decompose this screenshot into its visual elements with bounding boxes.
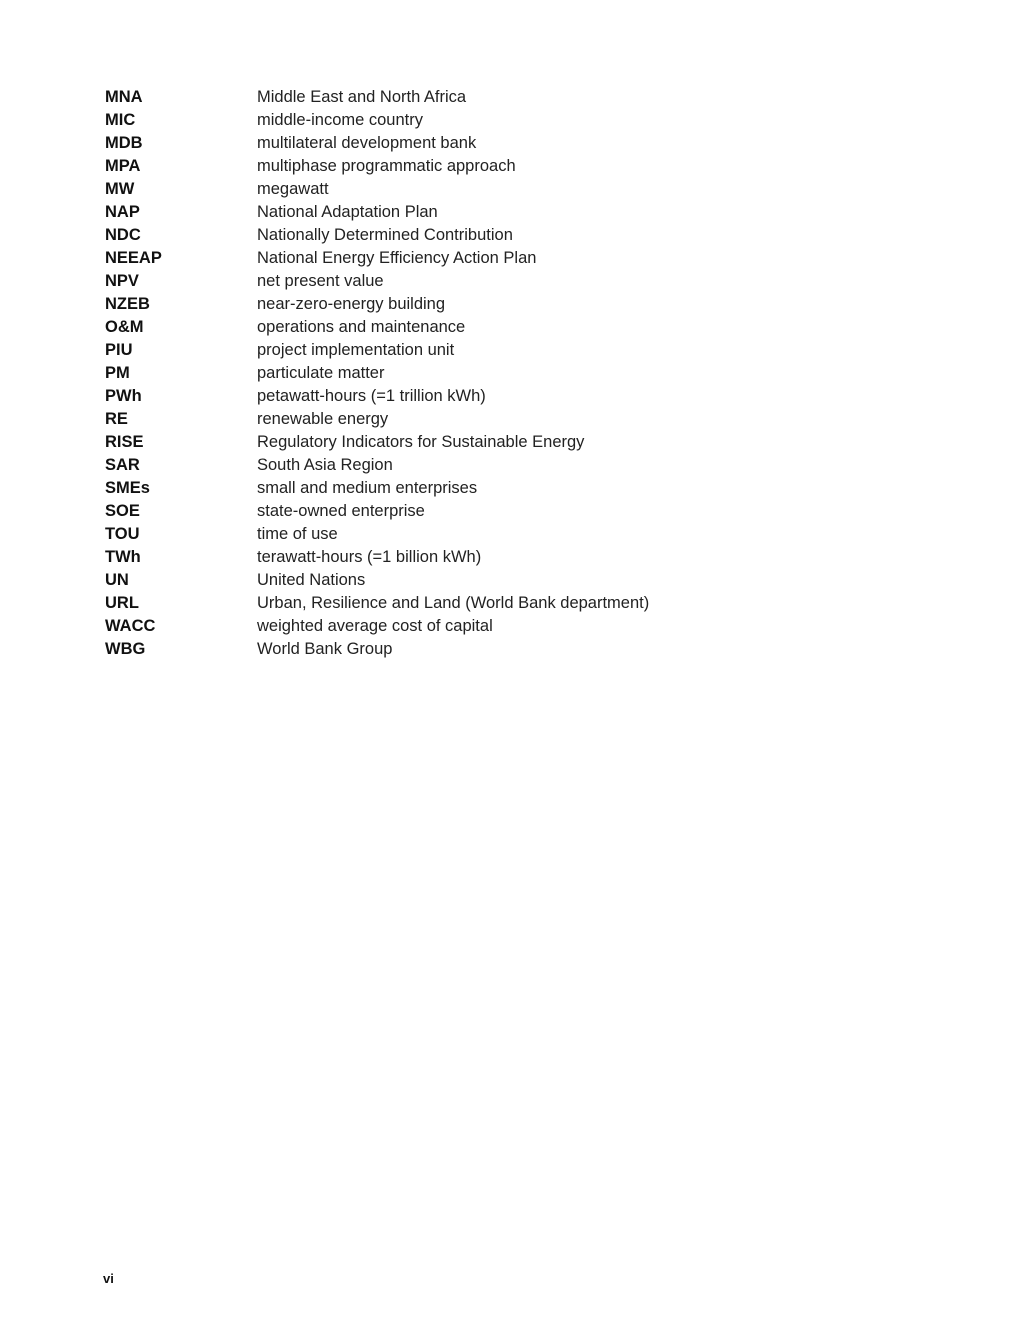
abbreviation-term: MPA bbox=[105, 157, 141, 175]
abbreviation-term: TOU bbox=[105, 525, 140, 543]
abbreviation-row bbox=[105, 247, 805, 270]
abbreviation-row bbox=[105, 362, 805, 385]
abbreviation-definition: middle-income country bbox=[257, 111, 423, 129]
abbreviation-definition: World Bank Group bbox=[257, 640, 393, 658]
abbreviation-term: SMEs bbox=[105, 479, 150, 497]
abbreviation-row bbox=[105, 408, 805, 431]
abbreviation-term: PM bbox=[105, 364, 130, 382]
abbreviation-row bbox=[105, 638, 805, 661]
abbreviation-row bbox=[105, 178, 805, 201]
abbreviation-row bbox=[105, 523, 805, 546]
abbreviation-row bbox=[105, 201, 805, 224]
abbreviation-definition: renewable energy bbox=[257, 410, 389, 428]
abbreviation-row bbox=[105, 569, 805, 592]
abbreviation-row bbox=[105, 270, 805, 293]
abbreviation-term: MW bbox=[105, 180, 135, 198]
abbreviation-row bbox=[105, 293, 805, 316]
abbreviation-definition: Nationally Determined Contribution bbox=[257, 226, 513, 244]
abbreviation-row bbox=[105, 316, 805, 339]
abbreviation-definition: Urban, Resilience and Land (World Bank department) bbox=[257, 594, 650, 612]
abbreviation-definition: United Nations bbox=[257, 571, 366, 589]
abbreviation-definition: weighted average cost of capital bbox=[257, 617, 493, 635]
abbreviation-row bbox=[105, 500, 805, 523]
abbreviation-row bbox=[105, 109, 805, 132]
abbreviation-term: TWh bbox=[105, 548, 141, 566]
abbreviation-term: O&M bbox=[105, 318, 144, 336]
abbreviation-definition: particulate matter bbox=[257, 364, 385, 382]
abbreviation-row bbox=[105, 477, 805, 500]
abbreviation-definition: South Asia Region bbox=[257, 456, 393, 474]
abbreviation-definition: small and medium enterprises bbox=[257, 479, 478, 497]
abbreviation-list bbox=[105, 86, 805, 661]
abbreviation-term: NAP bbox=[105, 203, 140, 221]
abbreviation-definition: multilateral development bank bbox=[257, 134, 477, 152]
abbreviation-term: UN bbox=[105, 571, 129, 589]
abbreviation-term: PWh bbox=[105, 387, 142, 405]
abbreviation-definition: terawatt-hours (=1 billion kWh) bbox=[257, 548, 482, 566]
abbreviation-definition: time of use bbox=[257, 525, 338, 543]
abbreviation-term: SOE bbox=[105, 502, 140, 520]
abbreviation-row bbox=[105, 385, 805, 408]
abbreviation-term: SAR bbox=[105, 456, 140, 474]
abbreviation-definition: state-owned enterprise bbox=[257, 502, 425, 520]
abbreviation-term: NPV bbox=[105, 272, 139, 290]
abbreviation-definition: National Energy Efficiency Action Plan bbox=[257, 249, 537, 267]
abbreviation-row bbox=[105, 431, 805, 454]
abbreviation-term: NEEAP bbox=[105, 249, 162, 267]
abbreviation-definition: multiphase programmatic approach bbox=[257, 157, 516, 175]
page-number: vi bbox=[103, 1271, 114, 1286]
abbreviation-definition: near-zero-energy building bbox=[257, 295, 446, 313]
abbreviation-row bbox=[105, 224, 805, 247]
abbreviation-definition: Regulatory Indicators for Sustainable Energy bbox=[257, 433, 585, 451]
abbreviation-term: PIU bbox=[105, 341, 133, 359]
abbreviation-definition: operations and maintenance bbox=[257, 318, 466, 336]
abbreviation-definition: Middle East and North Africa bbox=[257, 88, 467, 106]
abbreviation-definition: project implementation unit bbox=[257, 341, 455, 359]
abbreviation-row bbox=[105, 615, 805, 638]
abbreviation-term: NZEB bbox=[105, 295, 150, 313]
abbreviation-row bbox=[105, 546, 805, 569]
abbreviation-row bbox=[105, 86, 805, 109]
abbreviation-definition: megawatt bbox=[257, 180, 329, 198]
abbreviation-term: RISE bbox=[105, 433, 144, 451]
abbreviation-term: WACC bbox=[105, 617, 156, 635]
abbreviation-term: MIC bbox=[105, 111, 136, 129]
abbreviation-definition: petawatt-hours (=1 trillion kWh) bbox=[257, 387, 486, 405]
abbreviation-row bbox=[105, 454, 805, 477]
abbreviation-term: MDB bbox=[105, 134, 143, 152]
abbreviation-term: RE bbox=[105, 410, 128, 428]
abbreviation-row bbox=[105, 155, 805, 178]
abbreviation-row bbox=[105, 592, 805, 615]
abbreviation-row bbox=[105, 132, 805, 155]
abbreviation-term: URL bbox=[105, 594, 139, 612]
abbreviation-term: WBG bbox=[105, 640, 146, 658]
abbreviation-term: NDC bbox=[105, 226, 141, 244]
abbreviation-row bbox=[105, 339, 805, 362]
abbreviation-term: MNA bbox=[105, 88, 143, 106]
abbreviation-definition: National Adaptation Plan bbox=[257, 203, 438, 221]
abbreviation-definition: net present value bbox=[257, 272, 384, 290]
